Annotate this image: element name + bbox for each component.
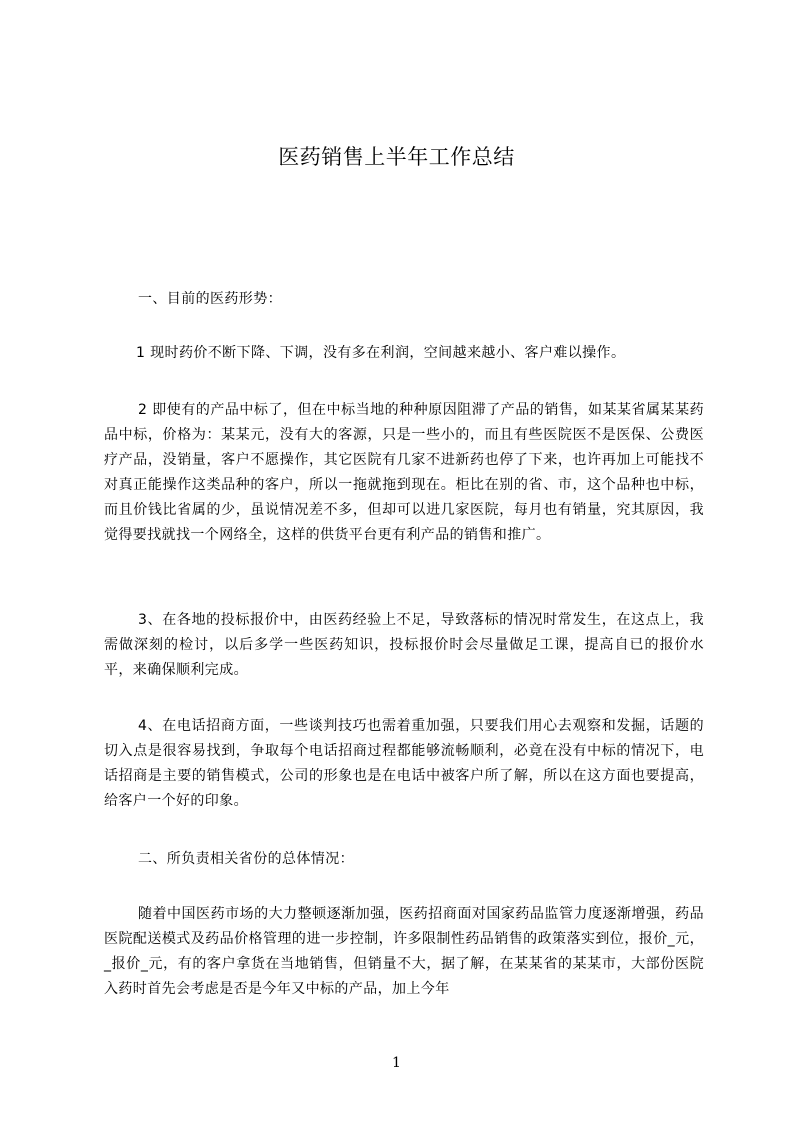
- section-heading-2: 二、所负责相关省份的总体情况：: [138, 851, 354, 867]
- section-heading-1: 一、目前的医药形势：: [138, 291, 282, 307]
- page-number: 1: [392, 1055, 401, 1071]
- document-title: 医药销售上半年工作总结: [278, 145, 515, 169]
- paragraph-1: 1 现时药价不断下降、下调，没有多在利润，空间越来越小、客户难以操作。: [136, 345, 626, 361]
- paragraph-5: 随着中国医药市场的大力整顿逐渐加强，医药招商面对国家药品监管力度逐渐增强，药品医院配送模式及药品价格管理的进一步控制，许多限制性药品销售的政策落实到位，报价_元，_报价_元，有的客户拿货在当地销售，但销量不大，据了解，在某某省的某某市，大部份医院入药时首先会考虑是否是今年又中标的产品，加上今年: [104, 906, 704, 997]
- paragraph-4: 4、在电话招商方面，一些谈判技巧也需着重加强，只要我们用心去观察和发掘，话题的切入点是很容易找到，争取每个电话招商过程都能够流畅顺利，必竟在没有中标的情况下，电话招商是主要的销售模式，公司的形象也是在电话中被客户所了解，所以在这方面也要提高，给客户一个好的印象。: [104, 718, 704, 809]
- paragraph-2: 2 即使有的产品中标了，但在中标当地的种种原因阻滞了产品的销售，如某某省属某某药品中标，价格为：某某元，没有大的客源，只是一些小的，而且有些医院医不是医保、公费医疗产品，没销量，客户不愿操作，其它医院有几家不进新药也停了下来，也许再加上可能找不对真正能操作这类品种的客户，所以一拖就拖到现在。柜比在别的省、市，这个品种也中标，而且价钱比省属的少，虽说情况差不多，但却可以进几家医院，每月也有销量，究其原因，我觉得要找就找一个网络全，这样的供货平台更有利产品的销售和推广。: [104, 402, 704, 543]
- paragraph-3: 3、在各地的投标报价中，由医药经验上不足，导致落标的情况时常发生，在这点上，我需做深刻的检讨，以后多学一些医药知识，投标报价时会尽量做足工课，提高自已的报价水平，来确保顺利完成。: [104, 612, 704, 678]
